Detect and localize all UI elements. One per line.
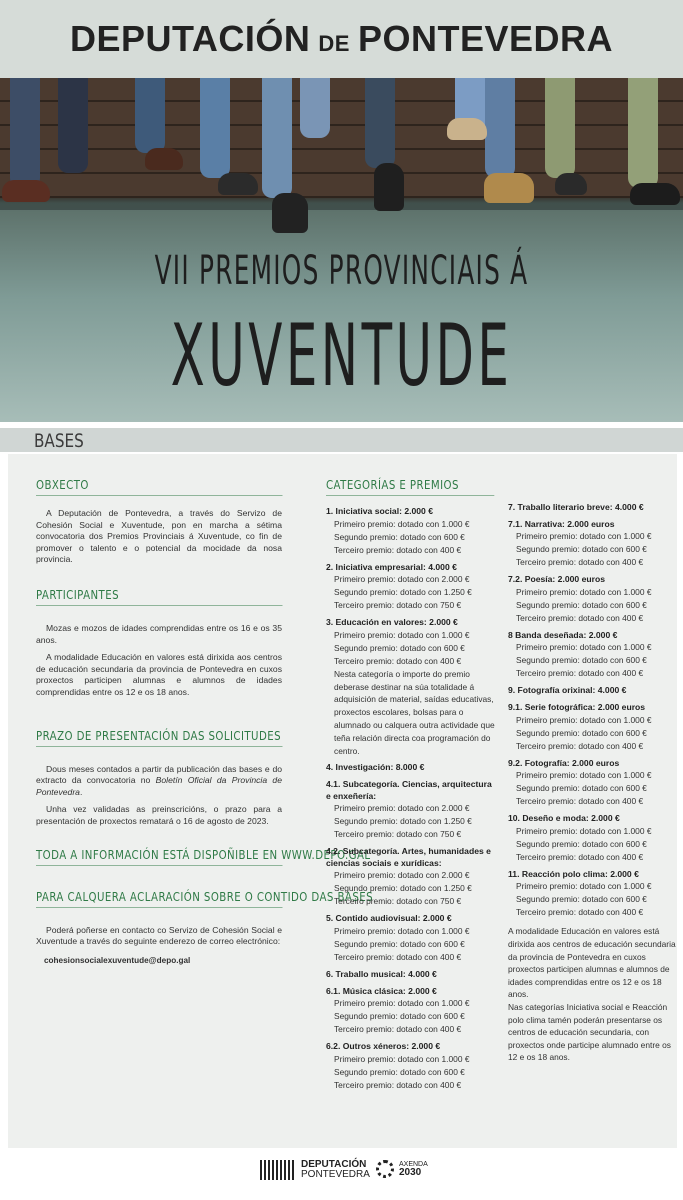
header-title-pontevedra: PONTEVEDRA — [357, 18, 613, 59]
category-title: 6. Traballo musical: 4.000 € — [326, 968, 437, 979]
shoe-illustration — [447, 118, 487, 140]
deputacion-logo — [260, 1160, 370, 1180]
categories-list-middle — [326, 506, 498, 1092]
participantes-heading: PARTICIPANTES — [36, 588, 283, 606]
shoe-illustration — [630, 183, 680, 205]
participantes-text-2: A modalidade Educación en valores está dirixida aos centros de educación secundaria da provincia de Pontevedra en cuxos proxectos participen alumnas e alumnos de idades comprendidas entre os 12 e os 18 anos. — [36, 652, 282, 697]
prize-line: Primeiro premio: dotado con 1.000 € — [516, 881, 652, 892]
prize-line: Primeiro premio: dotado con 2.000 € — [334, 870, 470, 881]
left-column — [36, 478, 373, 965]
hero-title-line2: XUVENTUDE — [170, 306, 513, 406]
category-title: 4.2. Subcategoría. Artes, humanidades e ciencias sociais e xurídicas: — [326, 846, 491, 868]
category-block — [326, 617, 498, 757]
category-block — [326, 762, 498, 774]
categorias-heading: CATEGORÍAS E PREMIOS — [326, 478, 494, 496]
category-title: 7.1. Narrativa: 2.000 euros — [508, 518, 615, 529]
prize-line: Terceiro premio: dotado con 750 € — [334, 896, 462, 907]
category-block — [508, 685, 678, 697]
prazo-text-1 — [36, 764, 282, 799]
prize-line: Terceiro premio: dotado con 400 € — [334, 655, 462, 666]
axenda-logo-text — [399, 1161, 428, 1178]
prize-line: Terceiro premio: dotado con 750 € — [334, 829, 462, 840]
logo2-line2: 2030 — [399, 1166, 422, 1178]
prize-line: Segundo premio: dotado con 600 € — [516, 544, 647, 555]
category-block — [508, 702, 678, 753]
prize-line: Terceiro premio: dotado con 400 € — [516, 740, 644, 751]
prize-line: Segundo premio: dotado con 600 € — [516, 727, 647, 738]
header-title-deputacion: DEPUTACIÓN — [70, 18, 311, 59]
prize-line: Terceiro premio: dotado con 400 € — [334, 544, 462, 555]
prize-line: Terceiro premio: dotado con 400 € — [516, 612, 644, 623]
prize-line: Segundo premio: dotado con 600 € — [516, 599, 647, 610]
category-block — [508, 502, 678, 514]
category-block — [326, 846, 498, 908]
logo1-line2: PONTEVEDRA — [301, 1169, 370, 1180]
prize-line: Segundo premio: dotado con 600 € — [516, 783, 647, 794]
prize-line: Segundo premio: dotado con 600 € — [334, 642, 465, 653]
hero-image — [0, 78, 683, 422]
prize-line: Segundo premio: dotado con 600 € — [516, 894, 647, 905]
category-block — [326, 506, 498, 557]
leg-illustration — [10, 78, 40, 188]
shoe-illustration — [374, 163, 404, 211]
prize-line: Terceiro premio: dotado con 400 € — [334, 1079, 462, 1090]
shoe-illustration — [218, 173, 258, 195]
category-title: 9.1. Serie fotográfica: 2.000 euros — [508, 701, 646, 712]
prize-line: Segundo premio: dotado con 600 € — [334, 1066, 465, 1077]
prize-line: Segundo premio: dotado con 600 € — [516, 655, 647, 666]
leg-illustration — [58, 78, 88, 173]
bench-shadow — [0, 198, 683, 210]
prize-line: Primeiro premio: dotado con 1.000 € — [516, 642, 652, 653]
category-note: Nesta categoría o importe do premio deberase destinar na súa totalidade á adquisición de material, saídas educativas, proxectos escolares, bolsas para o alumnado ou calquera outra actividade que teña relación directa coa programación do centro. — [334, 668, 495, 756]
obxecto-text: A Deputación de Pontevedra, a través do Servizo de Cohesión Social e Xuventude, pon en marcha a sétima convocatoria dos Premios Provinciais á Xuventude, co fin de promover o talento e o potencial da mocidade da nosa provincia. — [36, 508, 282, 565]
prize-line: Primeiro premio: dotado con 1.000 € — [516, 531, 652, 542]
header-title — [70, 18, 613, 60]
category-title: 10. Deseño e moda: 2.000 € — [508, 813, 620, 824]
categories-list-right — [508, 502, 678, 919]
prize-line: Segundo premio: dotado con 600 € — [334, 1011, 465, 1022]
leg-illustration — [545, 78, 575, 178]
prize-line: Segundo premio: dotado con 1.250 € — [334, 816, 472, 827]
prazo-text-1a: Dous meses contados a partir da publicación das bases e do extracto da convocatoria no — [36, 763, 282, 786]
category-title: 1. Iniciativa social: 2.000 € — [326, 506, 434, 516]
header-banner — [0, 0, 683, 78]
prize-line: Terceiro premio: dotado con 750 € — [334, 600, 462, 611]
prize-line: Terceiro premio: dotado con 400 € — [516, 851, 644, 862]
category-block — [508, 813, 678, 864]
prazo-heading: PRAZO DE PRESENTACIÓN DAS SOLICITUDES — [36, 729, 283, 747]
leg-illustration — [200, 78, 230, 178]
prize-line: Segundo premio: dotado con 1.250 € — [334, 587, 472, 598]
category-title: 5. Contido audiovisual: 2.000 € — [326, 913, 452, 924]
barcode-logo-icon — [260, 1160, 296, 1180]
category-title: 4. Investigación: 8.000 € — [326, 762, 425, 773]
leg-illustration — [628, 78, 658, 188]
prize-line: Primeiro premio: dotado con 1.000 € — [516, 770, 652, 781]
categories-column-middle — [326, 478, 498, 1097]
category-title: 3. Educación en valores: 2.000 € — [326, 617, 458, 628]
category-title: 7. Traballo literario breve: 4.000 € — [508, 502, 644, 512]
category-title: 7.2. Poesía: 2.000 euros — [508, 574, 605, 585]
category-block — [326, 969, 498, 981]
prize-line: Primeiro premio: dotado con 2.000 € — [334, 803, 470, 814]
category-block — [326, 986, 498, 1037]
prize-line: Segundo premio: dotado con 600 € — [516, 838, 647, 849]
shoe-illustration — [484, 173, 534, 203]
prize-line: Primeiro premio: dotado con 1.000 € — [516, 714, 652, 725]
category-block — [326, 779, 498, 841]
obxecto-heading: OBXECTO — [36, 478, 283, 496]
participantes-text-1: Mozas e mozos de idades comprendidas entre os 16 e os 35 anos. — [36, 622, 282, 645]
leg-illustration — [485, 78, 515, 178]
category-block — [508, 630, 678, 681]
prize-line: Terceiro premio: dotado con 400 € — [334, 1024, 462, 1035]
logo1-line1: DEPUTACIÓN — [301, 1159, 367, 1170]
shoe-illustration — [272, 193, 308, 233]
category-title: 6.2. Outros xéneros: 2.000 € — [326, 1041, 441, 1052]
category-block — [508, 758, 678, 809]
category-block — [326, 913, 498, 964]
boletin-name: Boletín Oficial da Provincia de Pontevedra — [36, 775, 282, 797]
category-title: 8 Banda deseñada: 2.000 € — [508, 629, 618, 640]
categories-column-right — [508, 502, 678, 1064]
axenda-2030-logo — [376, 1160, 428, 1178]
prize-line: Terceiro premio: dotado con 400 € — [516, 907, 644, 918]
ring-logo-icon — [376, 1160, 394, 1178]
aclaracion-text: Poderá poñerse en contacto co Servizo de Cohesión Social e Xuventude a través do seguinte enderezo de correo electrónico: — [36, 924, 282, 947]
prize-line: Segundo premio: dotado con 1.250 € — [334, 883, 472, 894]
category-block — [326, 1041, 498, 1092]
prazo-text-2: Unha vez validadas as preinscricións, o prazo para a presentación de proxectos rematará o 16 de agosto de 2023. — [36, 804, 282, 826]
prize-line: Primeiro premio: dotado con 1.000 € — [334, 998, 470, 1009]
logo2-line1: AXENDA — [399, 1160, 428, 1168]
category-block — [326, 562, 498, 613]
header-title-de: DE — [318, 31, 350, 56]
prize-line: Terceiro premio: dotado con 400 € — [334, 951, 462, 962]
prize-line: Terceiro premio: dotado con 400 € — [516, 796, 644, 807]
prize-line: Primeiro premio: dotado con 1.000 € — [334, 1053, 470, 1064]
prize-line: Terceiro premio: dotado con 400 € — [516, 557, 644, 568]
category-title: 9.2. Fotografía: 2.000 euros — [508, 757, 620, 768]
aclaracion-heading: PARA CALQUERA ACLARACIÓN SOBRE O CONTIDO DAS BASES — [36, 890, 283, 908]
category-block — [508, 519, 678, 570]
right-note-1: A modalidade Educación en valores está dirixida aos centros de educación secundaria da provincia de Pontevedra en cuxos proxectos participen alumnas e alumnos de idades comprendidas entre os 12 e os 18 anos. — [508, 926, 676, 1000]
shoe-illustration — [2, 180, 50, 202]
prize-line: Primeiro premio: dotado con 1.000 € — [334, 518, 470, 529]
prize-line: Primeiro premio: dotado con 1.000 € — [334, 629, 470, 640]
prize-line: Primeiro premio: dotado con 1.000 € — [516, 586, 652, 597]
prize-line: Segundo premio: dotado con 600 € — [334, 531, 465, 542]
bases-label: BASES — [34, 430, 84, 452]
category-title: 6.1. Música clásica: 2.000 € — [326, 985, 437, 996]
prize-line: Segundo premio: dotado con 600 € — [334, 938, 465, 949]
category-block — [508, 574, 678, 625]
leg-illustration — [135, 78, 165, 153]
info-heading: TODA A INFORMACIÓN ESTÁ DISPOÑIBLE EN WWW.DEPO.GAL — [36, 848, 283, 866]
category-title: 4.1. Subcategoría. Ciencias, arquitectura e enxeñería: — [326, 778, 492, 801]
category-title: 9. Fotografía orixinal: 4.000 € — [508, 685, 627, 696]
contact-email[interactable]: cohesionsocialexuventude@depo.gal — [44, 955, 191, 965]
leg-illustration — [300, 78, 330, 138]
prize-line: Primeiro premio: dotado con 1.000 € — [516, 825, 652, 836]
hero-title-line1: VII PREMIOS PROVINCIAIS Á — [154, 248, 529, 294]
prazo-text-1b: . — [79, 786, 83, 797]
deputacion-logo-text — [301, 1160, 370, 1180]
prize-line: Primeiro premio: dotado con 1.000 € — [334, 925, 470, 936]
category-title: 11. Reacción polo clima: 2.000 € — [508, 868, 639, 879]
category-title: 2. Iniciativa empresarial: 4.000 € — [326, 561, 457, 572]
shoe-illustration — [555, 173, 587, 195]
leg-illustration — [262, 78, 292, 198]
bases-bar — [0, 428, 683, 452]
category-block — [508, 869, 678, 920]
shoe-illustration — [145, 148, 183, 170]
prize-line: Primeiro premio: dotado con 2.000 € — [334, 574, 470, 585]
prize-line: Terceiro premio: dotado con 400 € — [516, 668, 644, 679]
right-note-2: Nas categorías Iniciativa social e Reacción polo clima tamén poderán presentarse os centros de educación secundaria, con proxectos onde participe alumnado entre os 12 e os 18 anos. — [508, 1001, 671, 1063]
leg-illustration — [365, 78, 395, 168]
